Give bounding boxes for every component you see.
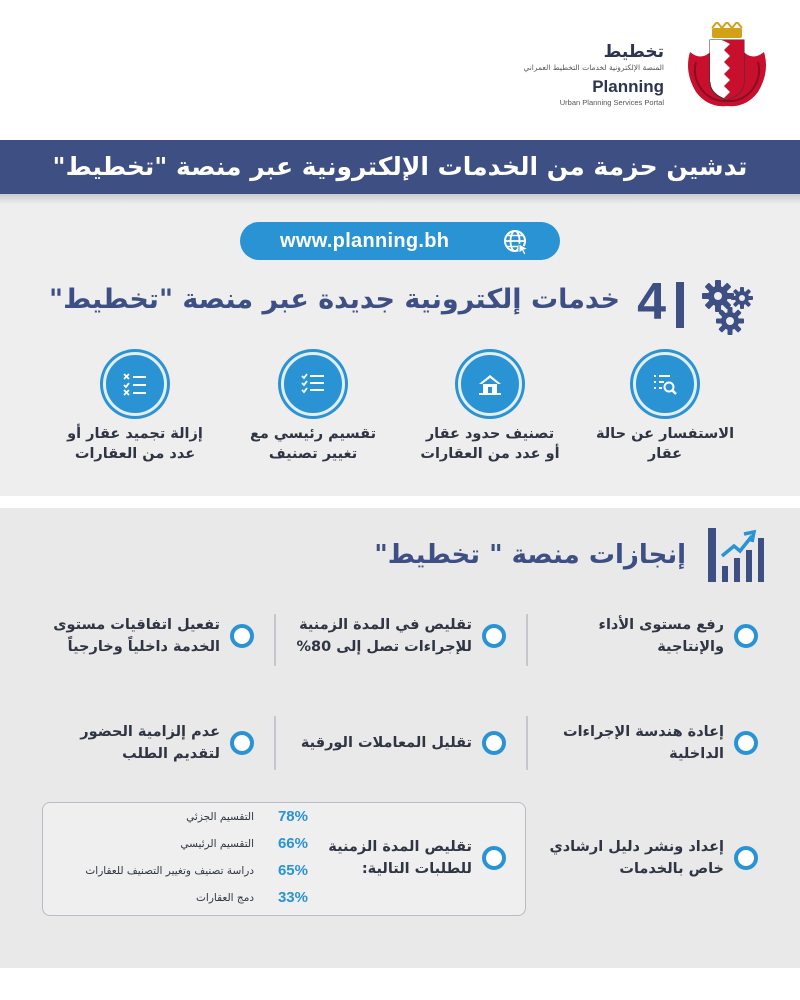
bottom-margin — [0, 968, 800, 1000]
bullet-circle-icon — [734, 846, 758, 870]
stat-row — [48, 808, 308, 830]
checklist-icon — [300, 371, 326, 397]
achievement-no-attendance — [44, 713, 254, 773]
globe-cursor-icon — [502, 228, 530, 256]
achievement-guide — [548, 828, 758, 888]
bullet-circle-icon — [482, 731, 506, 755]
achievement-sla — [44, 606, 254, 666]
achievement-performance — [548, 606, 758, 666]
stat-percentage: 66% — [277, 835, 308, 852]
achievement-text: عدم إلزامية الحضور لتقديم الطلب — [80, 724, 220, 762]
service-icon-circle — [103, 352, 167, 416]
achievement-text: إعادة هندسة الإجراءات الداخلية — [563, 724, 724, 762]
logo-arabic-title: تخطيط — [603, 42, 664, 62]
banner-shadow — [0, 194, 800, 204]
service-label: الاستفسار عن حالة عقار — [595, 426, 735, 462]
bullet-circle-icon — [482, 624, 506, 648]
service-label: تصنيف حدود عقار أو عدد من العقارات — [420, 426, 560, 462]
vertical-divider — [274, 716, 276, 770]
achievement-time-reduction — [296, 606, 506, 666]
website-url: www.planning.bh — [280, 230, 450, 252]
achievement-text: إعداد ونشر دليل ارشادي خاص بالخدمات — [549, 839, 724, 877]
title-banner — [0, 140, 800, 194]
service-icon-circle — [633, 352, 697, 416]
services-heading — [40, 273, 760, 336]
services-heading-text: خدمات إلكترونية جديدة عبر منصة "تخطيط" — [49, 284, 620, 315]
achievement-text: تقليص المدة الزمنية للطلبات التالية: — [328, 839, 472, 877]
achievement-reengineering — [548, 713, 758, 773]
service-item-main-division — [228, 352, 398, 472]
bahrain-emblem-icon — [682, 22, 772, 110]
logo-arabic-subtitle: المنصة الإلكترونية لخدمات التخطيط العمراني — [523, 63, 664, 72]
achievement-text: تفعيل اتفاقيات مستوى الخدمة داخلياً وخارجياً — [53, 617, 220, 655]
achievements-heading-text: إنجازات منصة " تخطيط" — [374, 540, 686, 570]
website-link[interactable] — [240, 222, 560, 260]
achievement-paperless — [296, 713, 506, 773]
service-icon-circle — [281, 352, 345, 416]
achievement-text: تقليل المعاملات الورقية — [300, 735, 472, 751]
services-count: 4 — [637, 273, 666, 331]
stat-percentage: 33% — [277, 889, 308, 906]
stat-label: دمج العقارات — [196, 892, 254, 904]
gears-icon — [698, 276, 760, 338]
header-logo — [472, 22, 772, 122]
service-item-boundary-classification — [405, 352, 575, 472]
banner-title: تدشين حزمة من الخدمات الإلكترونية عبر منصة "تخطيط" — [52, 152, 748, 181]
logo-english-title: Planning — [592, 77, 664, 96]
service-item-property-status — [580, 352, 750, 472]
bullet-circle-icon — [734, 624, 758, 648]
house-icon — [477, 371, 503, 397]
stat-row — [48, 835, 308, 857]
service-icon-circle — [458, 352, 522, 416]
vertical-divider — [526, 716, 528, 770]
x-check-list-icon — [122, 371, 148, 397]
bullet-circle-icon — [230, 624, 254, 648]
stat-label: التقسيم الرئيسي — [180, 838, 254, 850]
achievement-text: رفع مستوى الأداء والإنتاجية — [598, 617, 724, 655]
stat-row — [48, 889, 308, 911]
stat-row — [48, 862, 308, 884]
vertical-divider — [526, 614, 528, 666]
vertical-divider — [274, 614, 276, 666]
stat-label: التقسيم الجزئي — [186, 811, 254, 823]
service-label: تقسيم رئيسي مع تغيير تصنيف — [249, 426, 377, 462]
logo-english-subtitle: Urban Planning Services Portal — [559, 98, 664, 107]
bullet-circle-icon — [230, 731, 254, 755]
bar-chart-growth-icon — [708, 526, 770, 584]
achievement-text: تقليص في المدة الزمنية للإجراءات تصل إلى 80% — [296, 617, 472, 655]
heading-divider-bar — [676, 282, 684, 328]
achievements-heading — [300, 524, 770, 584]
bullet-circle-icon — [482, 846, 506, 870]
search-list-icon — [652, 371, 678, 397]
logo-text-block — [474, 42, 664, 107]
stat-percentage: 65% — [277, 862, 308, 879]
achievement-time-reduction-requests — [296, 828, 506, 888]
service-label: إزالة تجميد عقار أو عدد من العقارات — [67, 426, 203, 462]
stat-label: دراسة تصنيف وتغيير التصنيف للعقارات — [85, 865, 254, 877]
service-item-unfreeze-property — [50, 352, 220, 472]
bullet-circle-icon — [734, 731, 758, 755]
stat-percentage: 78% — [277, 808, 308, 825]
